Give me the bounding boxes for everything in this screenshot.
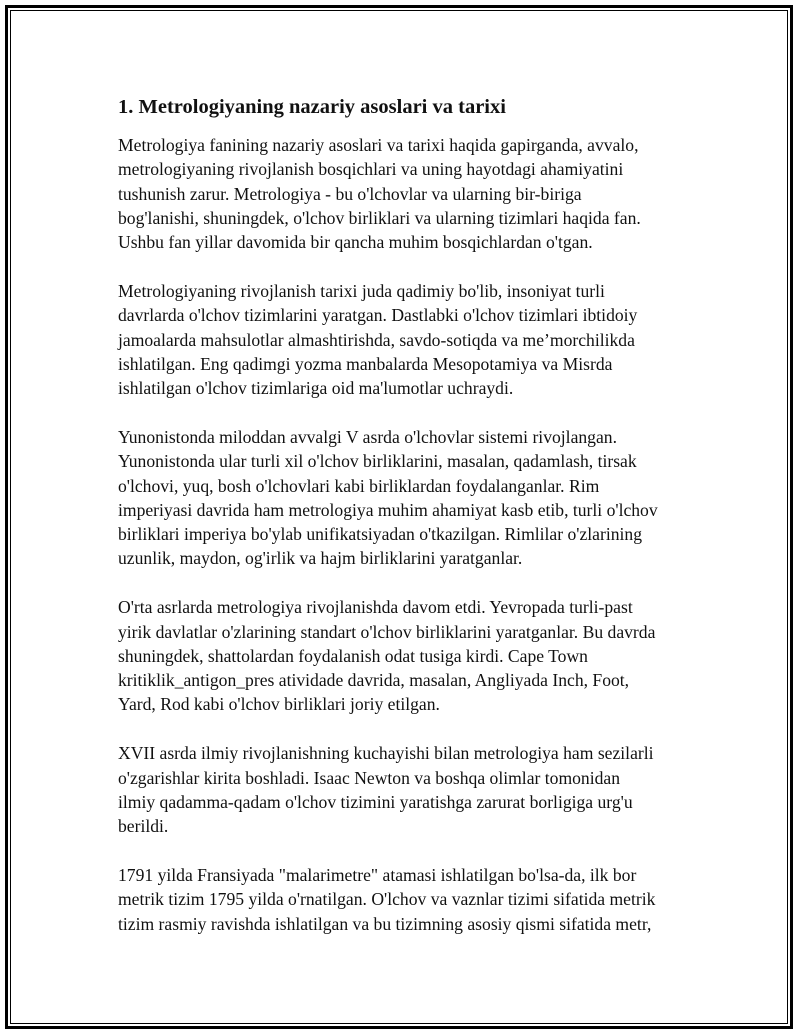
text-line: o'lchovi, yuq, bosh o'lchovlari kabi birliklardan foydalanganlar. Rim	[118, 475, 600, 496]
text-line: ishlatilgan. Eng qadimgi yozma manbalarda Mesopotamiya va Misrda	[118, 353, 613, 374]
paragraph-4	[118, 595, 698, 716]
paragraph-3	[118, 425, 698, 571]
text-line: berildi.	[118, 816, 169, 837]
text-line: Metrologiyaning rivojlanish tarixi juda qadimiy bo'lib, insoniyat turli	[118, 280, 605, 301]
text-line: o'zgarishlar kirita boshladi. Isaac Newton va boshqa olimlar tomonidan	[118, 767, 621, 788]
document-body	[118, 95, 698, 960]
section-heading: 1. Metrologiyaning nazariy asoslari va tarixi	[118, 96, 506, 118]
text-line: metrik tizim 1795 yilda o'rnatilgan. O'lchov va vaznlar tizimi sifatida metrik	[118, 889, 656, 910]
text-line: uzunlik, maydon, og'irlik va hajm birliklarini yaratganlar.	[118, 548, 523, 569]
text-line: metrologiyaning rivojlanish bosqichlari va uning hayotdagi ahamiyatini	[118, 159, 624, 180]
text-line: shuningdek, shattolardan foydalanish odat tusiga kirdi. Cape Town	[118, 645, 588, 666]
text-line: tushunish zarur. Metrologiya - bu o'lchovlar va ularning bir-biriga	[118, 183, 582, 204]
text-line: ilmiy qadamma-qadam o'lchov tizimini yaratishga zarurat borligiga urg'u	[118, 791, 633, 812]
text-line: 1791 yilda Fransiyada "malarimetre" atamasi ishlatilgan bo'lsa-da, ilk bor	[118, 864, 637, 885]
text-line: ishlatilgan o'lchov tizimlariga oid ma'lumotlar uchraydi.	[118, 378, 514, 399]
text-line: tizim rasmiy ravishda ishlatilgan va bu tizimning asosiy qismi sifatida metr,	[118, 913, 652, 934]
text-line: Metrologiya fanining nazariy asoslari va tarixi haqida gapirganda, avvalo,	[118, 135, 639, 155]
text-line: Ushbu fan yillar davomida bir qancha muhim bosqichlardan o'tgan.	[118, 232, 593, 253]
text-line: davrlarda o'lchov tizimlarini yaratgan. Dastlabki o'lchov tizimlari ibtidoiy	[118, 305, 638, 326]
text-line: kritiklik_antigon_pres atividade davrida, masalan, Angliyada Inch, Foot,	[118, 670, 630, 691]
paragraph-6	[118, 863, 698, 936]
text-line: XVII asrda ilmiy rivojlanishning kuchayishi bilan metrologiya ham sezilarli	[118, 743, 654, 764]
text-line: Yard, Rod kabi o'lchov birliklari joriy etilgan.	[118, 694, 440, 715]
text-line: Yunonistonda miloddan avvalgi V asrda o'lchovlar sistemi rivojlangan.	[118, 426, 617, 447]
text-line: imperiyasi davrida ham metrologiya muhim ahamiyat kasb etib, turli o'lchov	[118, 499, 658, 520]
text-line: bog'lanishi, shuningdek, o'lchov birliklari va ularning tizimlari haqida fan.	[118, 207, 641, 228]
text-line: Yunonistonda ular turli xil o'lchov birliklarini, masalan, qadamlash, tirsak	[118, 451, 637, 472]
paragraph-2	[118, 279, 698, 400]
text-line: birliklari imperiya bo'ylab unifikatsiyadan o'tkazilgan. Rimlilar o'zlarining	[118, 524, 642, 545]
text-line: O'rta asrlarda metrologiya rivojlanishda davom etdi. Yevropada turli-past	[118, 597, 633, 618]
paragraph-5	[118, 741, 698, 838]
text-line: yirik davlatlar o'zlarining standart o'lchov birliklarini yaratganlar. Bu davrda	[118, 621, 656, 642]
paragraph-1	[118, 133, 698, 254]
text-line: jamoalarda mahsulotlar almashtirishda, savdo-sotiqda va me’morchilikda	[118, 329, 635, 350]
